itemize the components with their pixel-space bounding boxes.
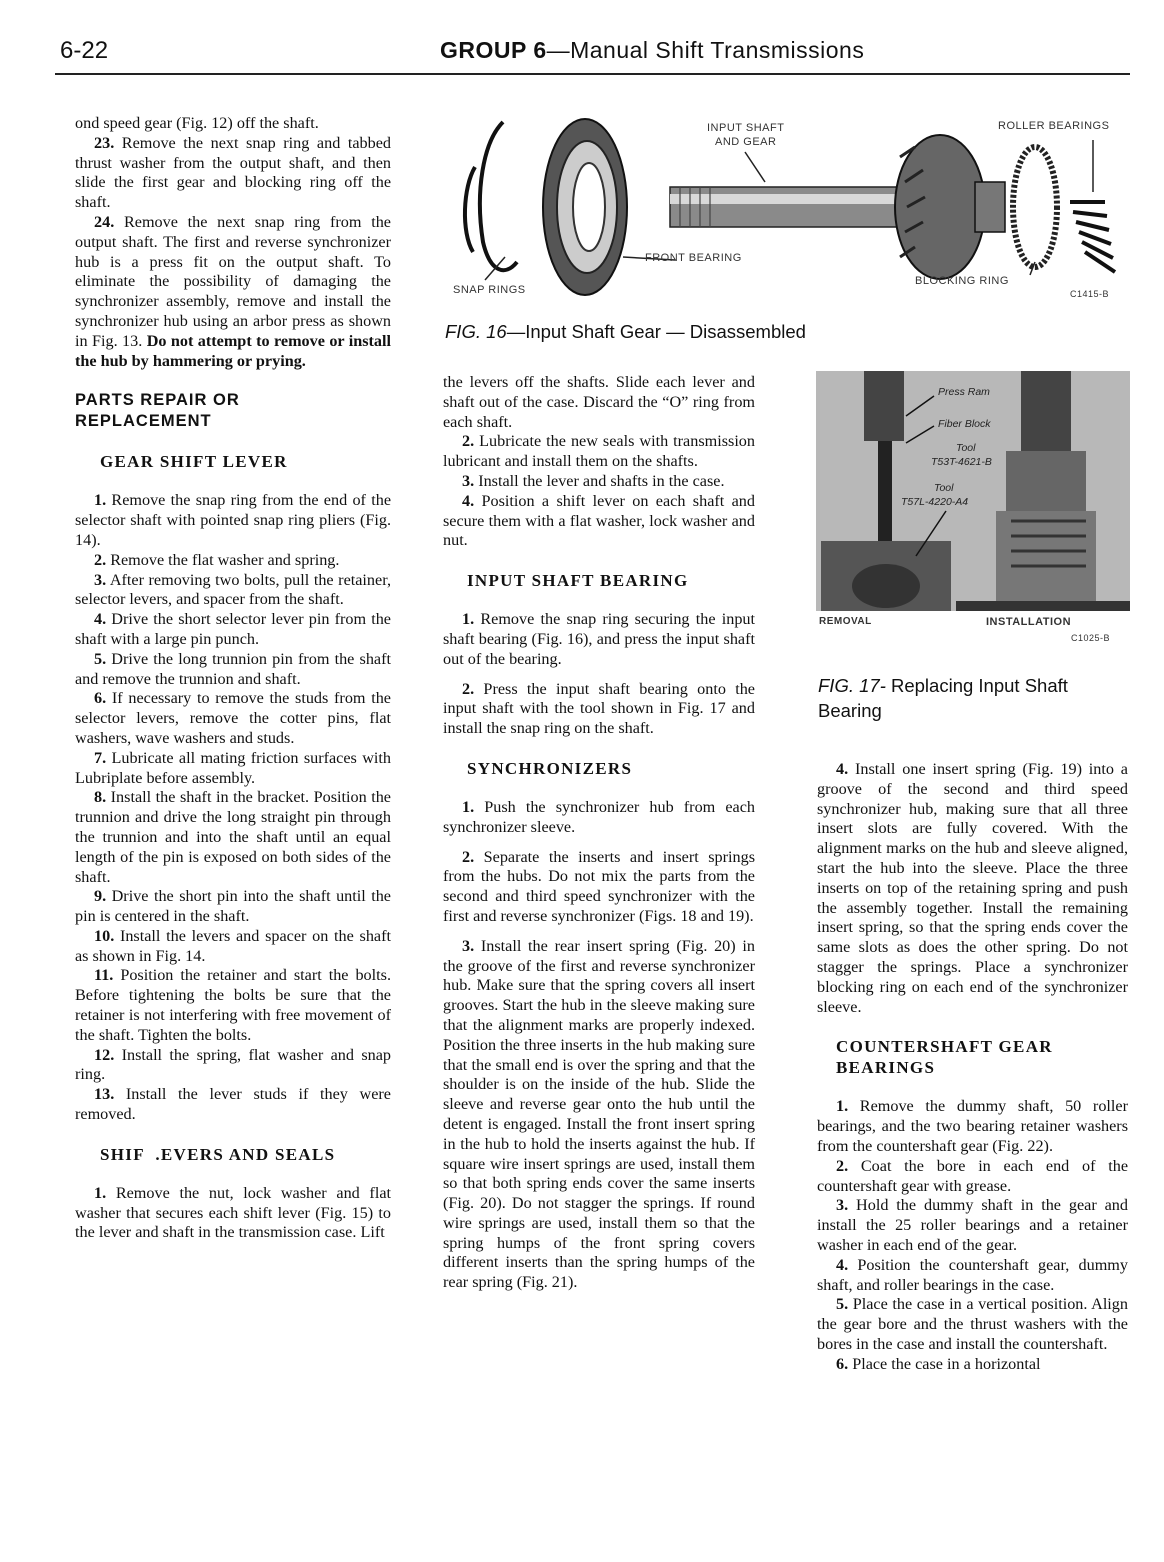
step-24 (75, 213, 391, 371)
warning-text: Do not attempt to remove or install the hub by hammering or prying. (75, 331, 392, 370)
step-7: 7. Lubricate all mating friction surfaces with Lubriplate before assembly. (75, 748, 391, 787)
label-tool-1: Tool (956, 442, 976, 454)
subheading-input-shaft-bearing: INPUT SHAFT BEARING (467, 571, 689, 591)
step-3-sync: 3. Install the rear insert spring (Fig. 20) in the groove of the first and reverse synchronizer hub. Make sure that the spring covers all insert grooves. Start the hub in the sleeve making sure that the alignment marks are properly indexed. Position the three inserts in the hub making sure that the small end is over the spring and that the shoulder is on the inside of the hub. Slide the sleeve and reverse gear onto the hub until the detent is engaged. Install the front insert spring in the hub to hold the inserts against the hub. If square wire insert springs are used, install them so that both spring ends cover the same inserts (Fig. 20). Do not stagger the springs. If round wire springs are used, install them so that the spring humps of the front spring covers different inserts than the spring humps of the rear spring (Fig. 21). (443, 936, 756, 1292)
label-and-gear: AND GEAR (715, 136, 777, 148)
subheading-synchronizers: SYNCHRONIZERS (467, 758, 633, 778)
input-shaft-drawing (445, 112, 1130, 312)
figure-17-caption: FIG. 17- Replacing Input Shaft Bearing (818, 675, 1068, 721)
step-2-sync: 2. Separate the inserts and insert springs from the hubs. Do not mix the parts from the second and third speed synchronizer with the first and reverse synchronizer (Figs. 18 and 19). (443, 847, 755, 925)
group-label: GROUP 6 (440, 37, 547, 63)
figure-code: C1415-B (1070, 289, 1110, 299)
step-2: 2. Remove the flat washer and spring. (94, 550, 340, 569)
label-blocking-ring: BLOCKING RING (915, 275, 1009, 287)
label-removal: REMOVAL (819, 616, 872, 627)
step-3: 3. After removing two bolts, pull the retainer, selector levers, and spacer from the shaft. (75, 570, 391, 609)
label-press-ram: Press Ram (938, 386, 990, 398)
label-installation: INSTALLATION (986, 616, 1072, 628)
step-text: Remove the next snap ring and tabbed thrust washer from the output shaft, and then slide the first gear and blocking ring off the shaft. (75, 133, 391, 212)
label-roller-bearings: ROLLER BEARINGS (998, 120, 1110, 132)
step-8: 8. Install the shaft in the bracket. Position the trunnion and drive the long straight pin through the trunnion and into the shaft until an equal length of the pin is exposed on both sides of the shaft. (75, 788, 391, 886)
step-1: 1. Remove the snap ring from the end of the selector shaft with pointed snap ring pliers (Fig. 14). (75, 491, 391, 549)
subheading-shift-levers-seals: SHIF .EVERS AND SEALS (100, 1144, 336, 1164)
page-header (55, 35, 1130, 79)
page-number: 6-22 (60, 37, 109, 64)
step-1-input: 1. Remove the snap ring securing the input shaft bearing (Fig. 16), and press the input shaft out of the bearing. (443, 610, 755, 668)
column-1 (75, 114, 391, 1243)
step-11: 11. Position the retainer and start the bolts. Before tightening the bolts be sure that the retainer is not interfering with free movement of the shaft. Tighten the bolts. (75, 966, 391, 1044)
step-4-counter: 4. Position the countershaft gear, dummy shaft, and roller bearings in the case. (817, 1255, 1128, 1294)
step-1-levers: 1. Remove the nut, lock washer and flat washer that secures each shift lever (Fig. 15) to the lever and shaft in the transmission case. Lift (75, 1183, 391, 1242)
step-2-counter: 2. Coat the bore in each end of the countershaft gear with grease. (817, 1156, 1128, 1195)
step-6: 6. If necessary to remove the studs from the selector levers, remove the cotter pins, flat washers, wave washers and studs. (75, 689, 391, 747)
step-23 (75, 134, 391, 213)
step-1-counter: 1. Remove the dummy shaft, 50 roller bearings, and the two bearing retainer washers from the countershaft gear (Fig. 22). (817, 1097, 1128, 1155)
figure-16-illustration (445, 112, 1130, 312)
paragraph: the levers off the shafts. Slide each lever and shaft out of the case. Discard the “O” ring from each shaft. (443, 373, 755, 431)
step-9: 9. Drive the short pin into the shaft until the pin is centered in the shaft. (75, 887, 391, 926)
figure-code: C1025-B (1071, 633, 1111, 643)
label-input-shaft: INPUT SHAFT (707, 122, 785, 134)
label-snap-rings: SNAP RINGS (453, 284, 526, 296)
step-2-levers: 2. Lubricate the new seals with transmission lubricant and install them on the shafts. (443, 432, 755, 471)
page-title (440, 37, 864, 64)
step-1-sync: 1. Push the synchronizer hub from each synchronizer sleeve. (443, 797, 755, 836)
label-front-bearing: FRONT BEARING (645, 252, 742, 264)
step-10: 10. Install the levers and spacer on the shaft as shown in Fig. 14. (75, 926, 391, 965)
label-tool-2-number: T57L-4220-A4 (901, 496, 969, 508)
step-4-levers: 4. Position a shift lever on each shaft and secure them with a flat washer, lock washer and nut. (443, 491, 755, 550)
subheading-countershaft-gear-bearings: COUNTERSHAFT GEAR BEARINGS (836, 1037, 1053, 1078)
paragraph: ond speed gear (Fig. 12) off the shaft. (75, 114, 319, 132)
step-number: 23. (94, 133, 115, 152)
column-3 (817, 760, 1128, 1375)
step-13: 13. Install the lever studs if they were removed. (75, 1085, 391, 1124)
step-4-sync: 4. Install one insert spring (Fig. 19) into a groove of the second and third speed synchronizer hub, making sure that all three insert slots are fully covered. With the alignment marks on the hub and sleeve aligned, start the hub into the sleeve. Place the three inserts on top of the retaining spring and push the assembly together. Install the remaining insert spring, so that the spring ends cover the same slots as does the other spring. Do not stagger the springs. Place a synchronizer blocking ring on each end of the synchronizer sleeve. (817, 760, 1128, 1016)
group-subtitle: —Manual Shift Transmissions (546, 37, 865, 63)
step-2-input: 2. Press the input shaft bearing onto the input shaft with the tool shown in Fig. 17 and install the snap ring on the shaft. (443, 679, 755, 738)
label-tool-1-number: T53T-4621-B (931, 456, 992, 468)
bearing-press-photo (816, 371, 1130, 651)
step-6-counter: 6. Place the case in a horizontal (836, 1354, 1041, 1373)
figure-17-illustration (816, 371, 1130, 651)
step-3-counter: 3. Hold the dummy shaft in the gear and install the 25 roller bearings and a retainer washer in each end of the gear. (817, 1196, 1128, 1254)
header-rule (55, 73, 1130, 75)
figure-16-caption: FIG. 16—Input Shaft Gear — Disassembled (445, 321, 806, 342)
column-2 (443, 373, 755, 1293)
step-5: 5. Drive the long trunnion pin from the shaft and remove the trunnion and shaft. (75, 649, 391, 688)
step-3-levers: 3. Install the lever and shafts in the case. (462, 471, 725, 490)
subheading-gear-shift-lever: GEAR SHIFT LEVER (100, 452, 288, 472)
step-number: 24. (94, 212, 115, 231)
step-text: Remove the next snap ring from the output shaft. The first and reverse synchronizer hub is a press fit on the output shaft. To eliminate the possibility of damaging the synchronizer assembly, remove and install the synchronizer hub using an arbor press as shown in Fig. 13. (75, 212, 391, 350)
step-12: 12. Install the spring, flat washer and snap ring. (75, 1045, 391, 1084)
label-fiber-block: Fiber Block (938, 418, 991, 430)
step-4: 4. Drive the short selector lever pin from the shaft with a large pin punch. (75, 610, 391, 648)
section-heading-parts-repair: PARTS REPAIR OR REPLACEMENT (75, 391, 240, 431)
label-tool-2: Tool (934, 482, 954, 494)
step-5-counter: 5. Place the case in a vertical position. Align the gear bore and the thrust washers with the bores in the case and install the countershaft. (817, 1295, 1128, 1353)
